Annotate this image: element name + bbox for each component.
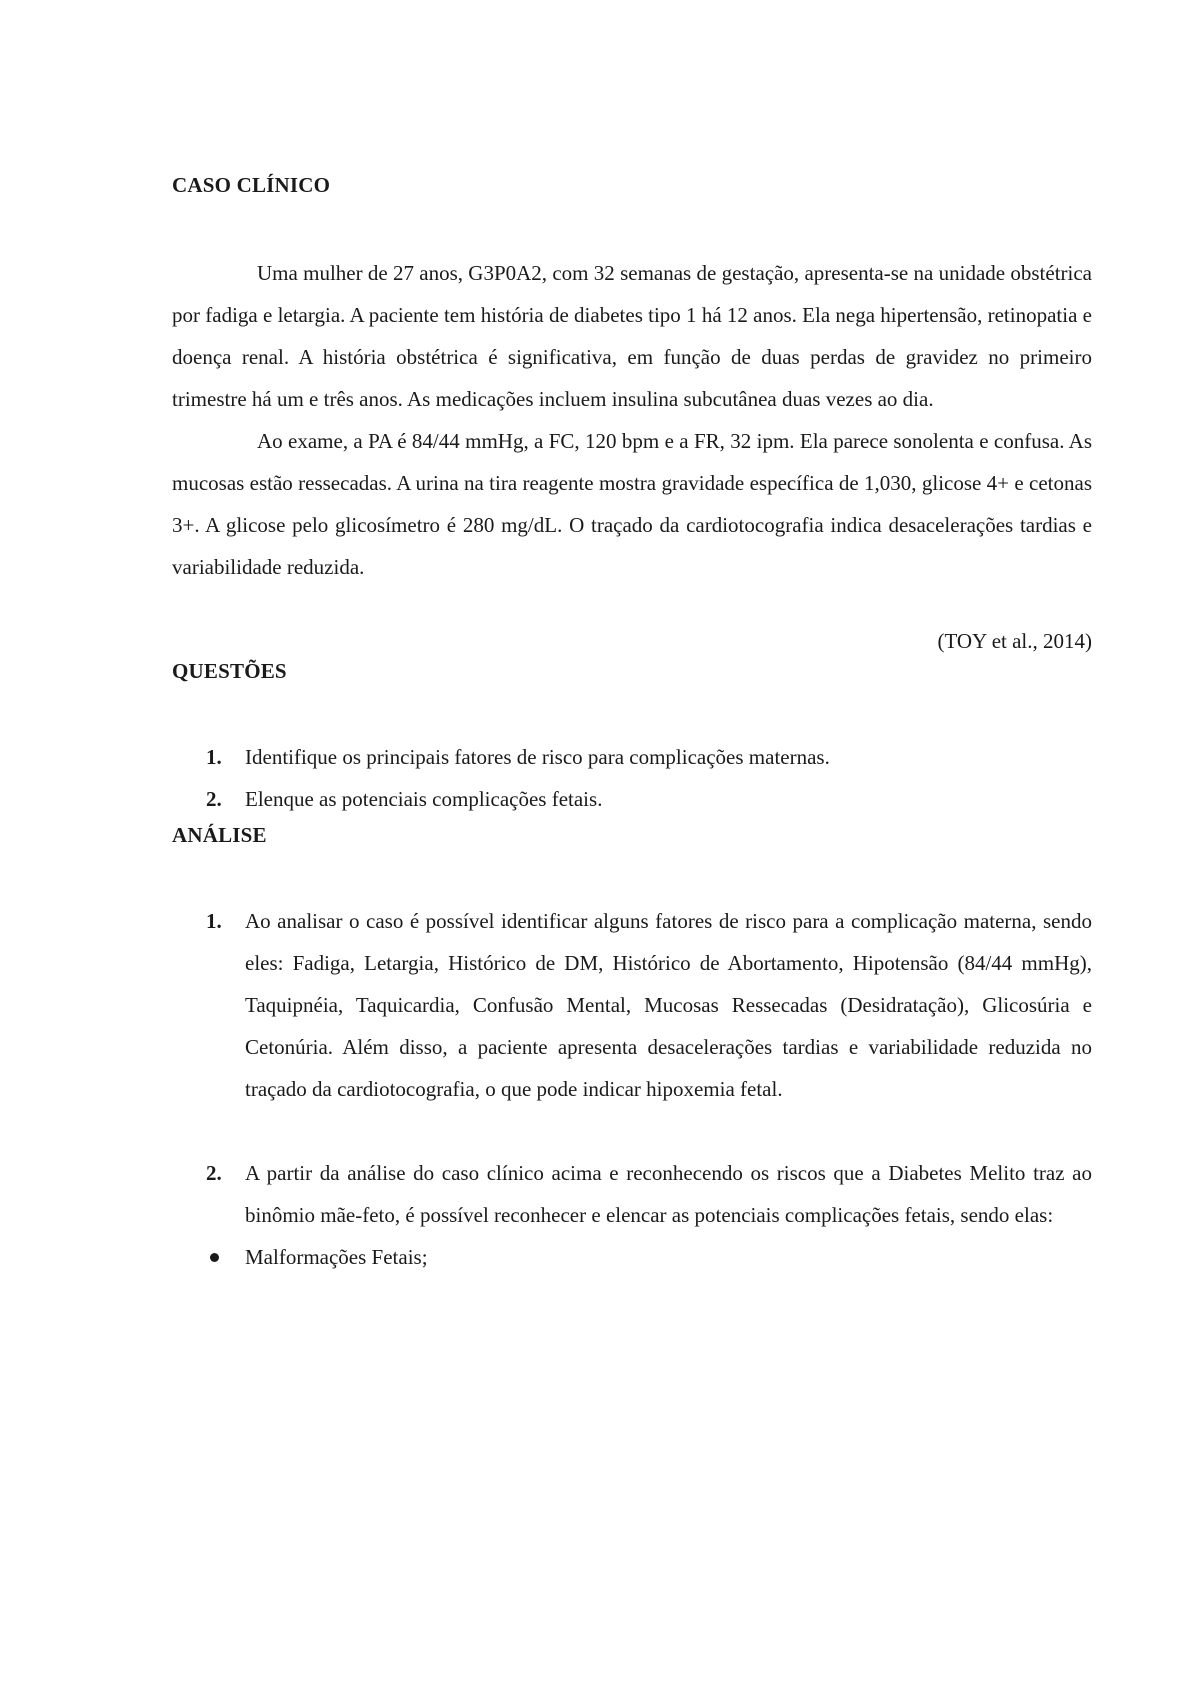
question-text: Elenque as potenciais complicações fetais. [245,787,603,811]
question-text: Identifique os principais fatores de risco para complicações maternas. [245,745,830,769]
list-item [172,900,1092,1110]
caso-clinico-heading: CASO CLÍNICO [172,173,331,197]
fetal-complications-list [172,1236,1092,1278]
bullet-text: Malformações Fetais; [245,1245,428,1269]
analysis-list [172,900,1092,1236]
list-item [172,1236,1092,1278]
case-paragraph-2: Ao exame, a PA é 84/44 mmHg, a FC, 120 bpm e a FR, 32 ipm. Ela parece sonolenta e confusa. As mucosas estão ressecadas. A urina na tira reagente mostra gravidade específica de 1,030, glicose 4+ e cetonas 3+. A glicose pelo glicosímetro é 280 mg/dL. O traçado da cardiotocografia indica desacelerações tardias e variabilidade reduzida. [172,429,1092,579]
bullet-icon [210,1253,219,1262]
questions-list [172,736,1092,820]
list-number: 2. [206,787,222,811]
list-item [172,1152,1092,1236]
analysis-text: Ao analisar o caso é possível identificar alguns fatores de risco para a complicação materna, sendo eles: Fadiga, Letargia, Histórico de DM, Histórico de Abortamento, Hipotensão (84/44 mmHg), Taquipnéia, Taquicardia, Confusão Mental, Mucosas Ressecadas (Desidratação), Glicosúria e Cetonúria. Além disso, a paciente apresenta desacelerações tardias e variabilidade reduzida no traçado da cardiotocografia, o que pode indicar hipoxemia fetal. [245,909,1092,1101]
analysis-text: A partir da análise do caso clínico acima e reconhecendo os riscos que a Diabetes Melito traz ao binômio mãe-feto, é possível reconhecer e elencar as potenciais complicações fetais, sendo elas: [245,1161,1092,1227]
list-item [172,736,1092,778]
list-item [172,778,1092,820]
document-content [172,170,1092,1278]
analise-heading: ANÁLISE [172,823,267,847]
list-number: 2. [206,1161,222,1185]
citation: (TOY et al., 2014) [937,629,1092,653]
case-paragraph-1: Uma mulher de 27 anos, G3P0A2, com 32 semanas de gestação, apresenta-se na unidade obstétrica por fadiga e letargia. A paciente tem história de diabetes tipo 1 há 12 anos. Ela nega hipertensão, retinopatia e doença renal. A história obstétrica é significativa, em função de duas perdas de gravidez no primeiro trimestre há um e três anos. As medicações incluem insulina subcutânea duas vezes ao dia. [172,261,1092,411]
list-number: 1. [206,745,222,769]
questoes-heading: QUESTÕES [172,659,287,683]
list-number: 1. [206,909,222,933]
